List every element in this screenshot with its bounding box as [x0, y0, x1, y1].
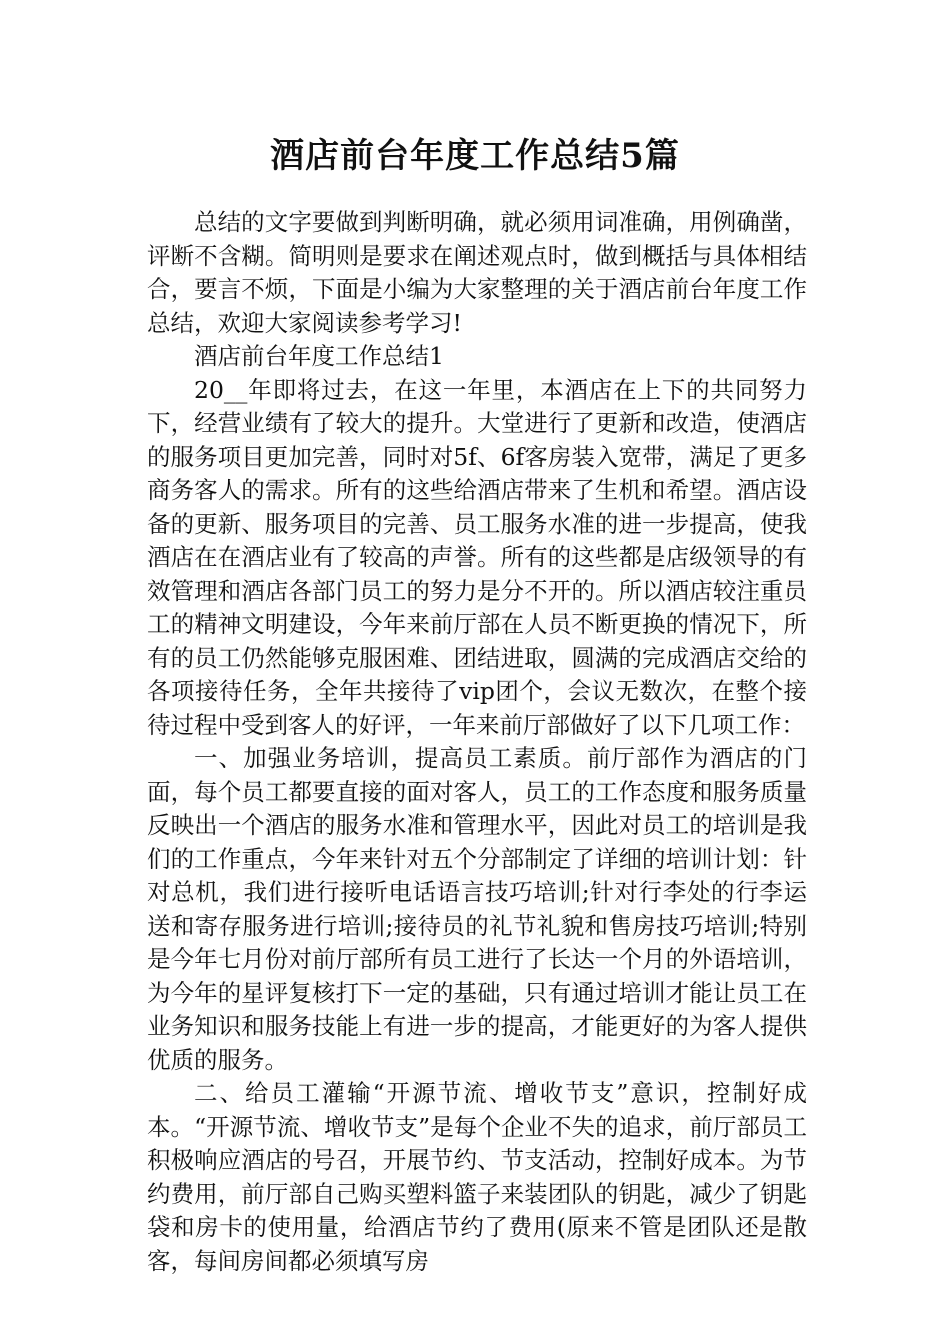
body-paragraph: 20__年即将过去，在这一年里，本酒店在上下的共同努力下，经营业绩有了较大的提升。大堂进行了更新和改造，使酒店的服务项目更加完善，同时对5f、6f客房装入宽带，满足了更多商务客人的需求。所有的这些给酒店带来了生机和希望。酒店设备的更新、服务项目的完善、员工服务水准的进一步提高，使我酒店在在酒店业有了较高的声誉。所有的这些都是店级领导的有效管理和酒店各部门员工的努力是分不开的。所以酒店较注重员工的精神文明建设，今年来前厅部在人员不断更换的情况下，所有的员工仍然能够克服困难、团结进取，圆满的完成酒店交给的各项接待任务，全年共接待了vip团个，会议无数次，在整个接待过程中受到客人的好评，一年来前厅部做好了以下几项工作： — [147, 375, 807, 739]
intro-paragraph: 总结的文字要做到判断明确，就必须用词准确，用例确凿，评断不含糊。简明则是要求在阐述观点时，做到概括与具体相结合，要言不烦，下面是小编为大家整理的关于酒店前台年度工作总结，欢迎大家阅读参考学习! — [147, 208, 807, 337]
document-body — [147, 206, 807, 1278]
section-heading: 酒店前台年度工作总结1 — [194, 342, 444, 370]
body-paragraph: 二、给员工灌输“开源节流、增收节支”意识，控制好成本。“开源节流、增收节支”是每个企业不失的追求，前厅部员工积极响应酒店的号召，开展节约、节支活动，控制好成本。为节约费用，前厅部自己购买塑料篮子来装团队的钥匙，减少了钥匙袋和房卡的使用量，给酒店节约了费用(原来不管是团队还是散客，每间房间都必须填写房 — [147, 1079, 807, 1275]
body-paragraph: 一、加强业务培训，提高员工素质。前厅部作为酒店的门面，每个员工都要直接的面对客人，员工的工作态度和服务质量反映出一个酒店的服务水准和管理水平，因此对员工的培训是我们的工作重点，今年来针对五个分部制定了详细的培训计划：针对总机，我们进行接听电话语言技巧培训;针对行李处的行李运送和寄存服务进行培训;接待员的礼节礼貌和售房技巧培训;特别是今年七月份对前厅部所有员工进行了长达一个月的外语培训，为今年的星评复核打下一定的基础，只有通过培训才能让员工在业务知识和服务技能上有进一步的提高，才能更好的为客人提供优质的服务。 — [147, 744, 807, 1074]
document-title: 酒店前台年度工作总结5篇 — [270, 136, 680, 176]
